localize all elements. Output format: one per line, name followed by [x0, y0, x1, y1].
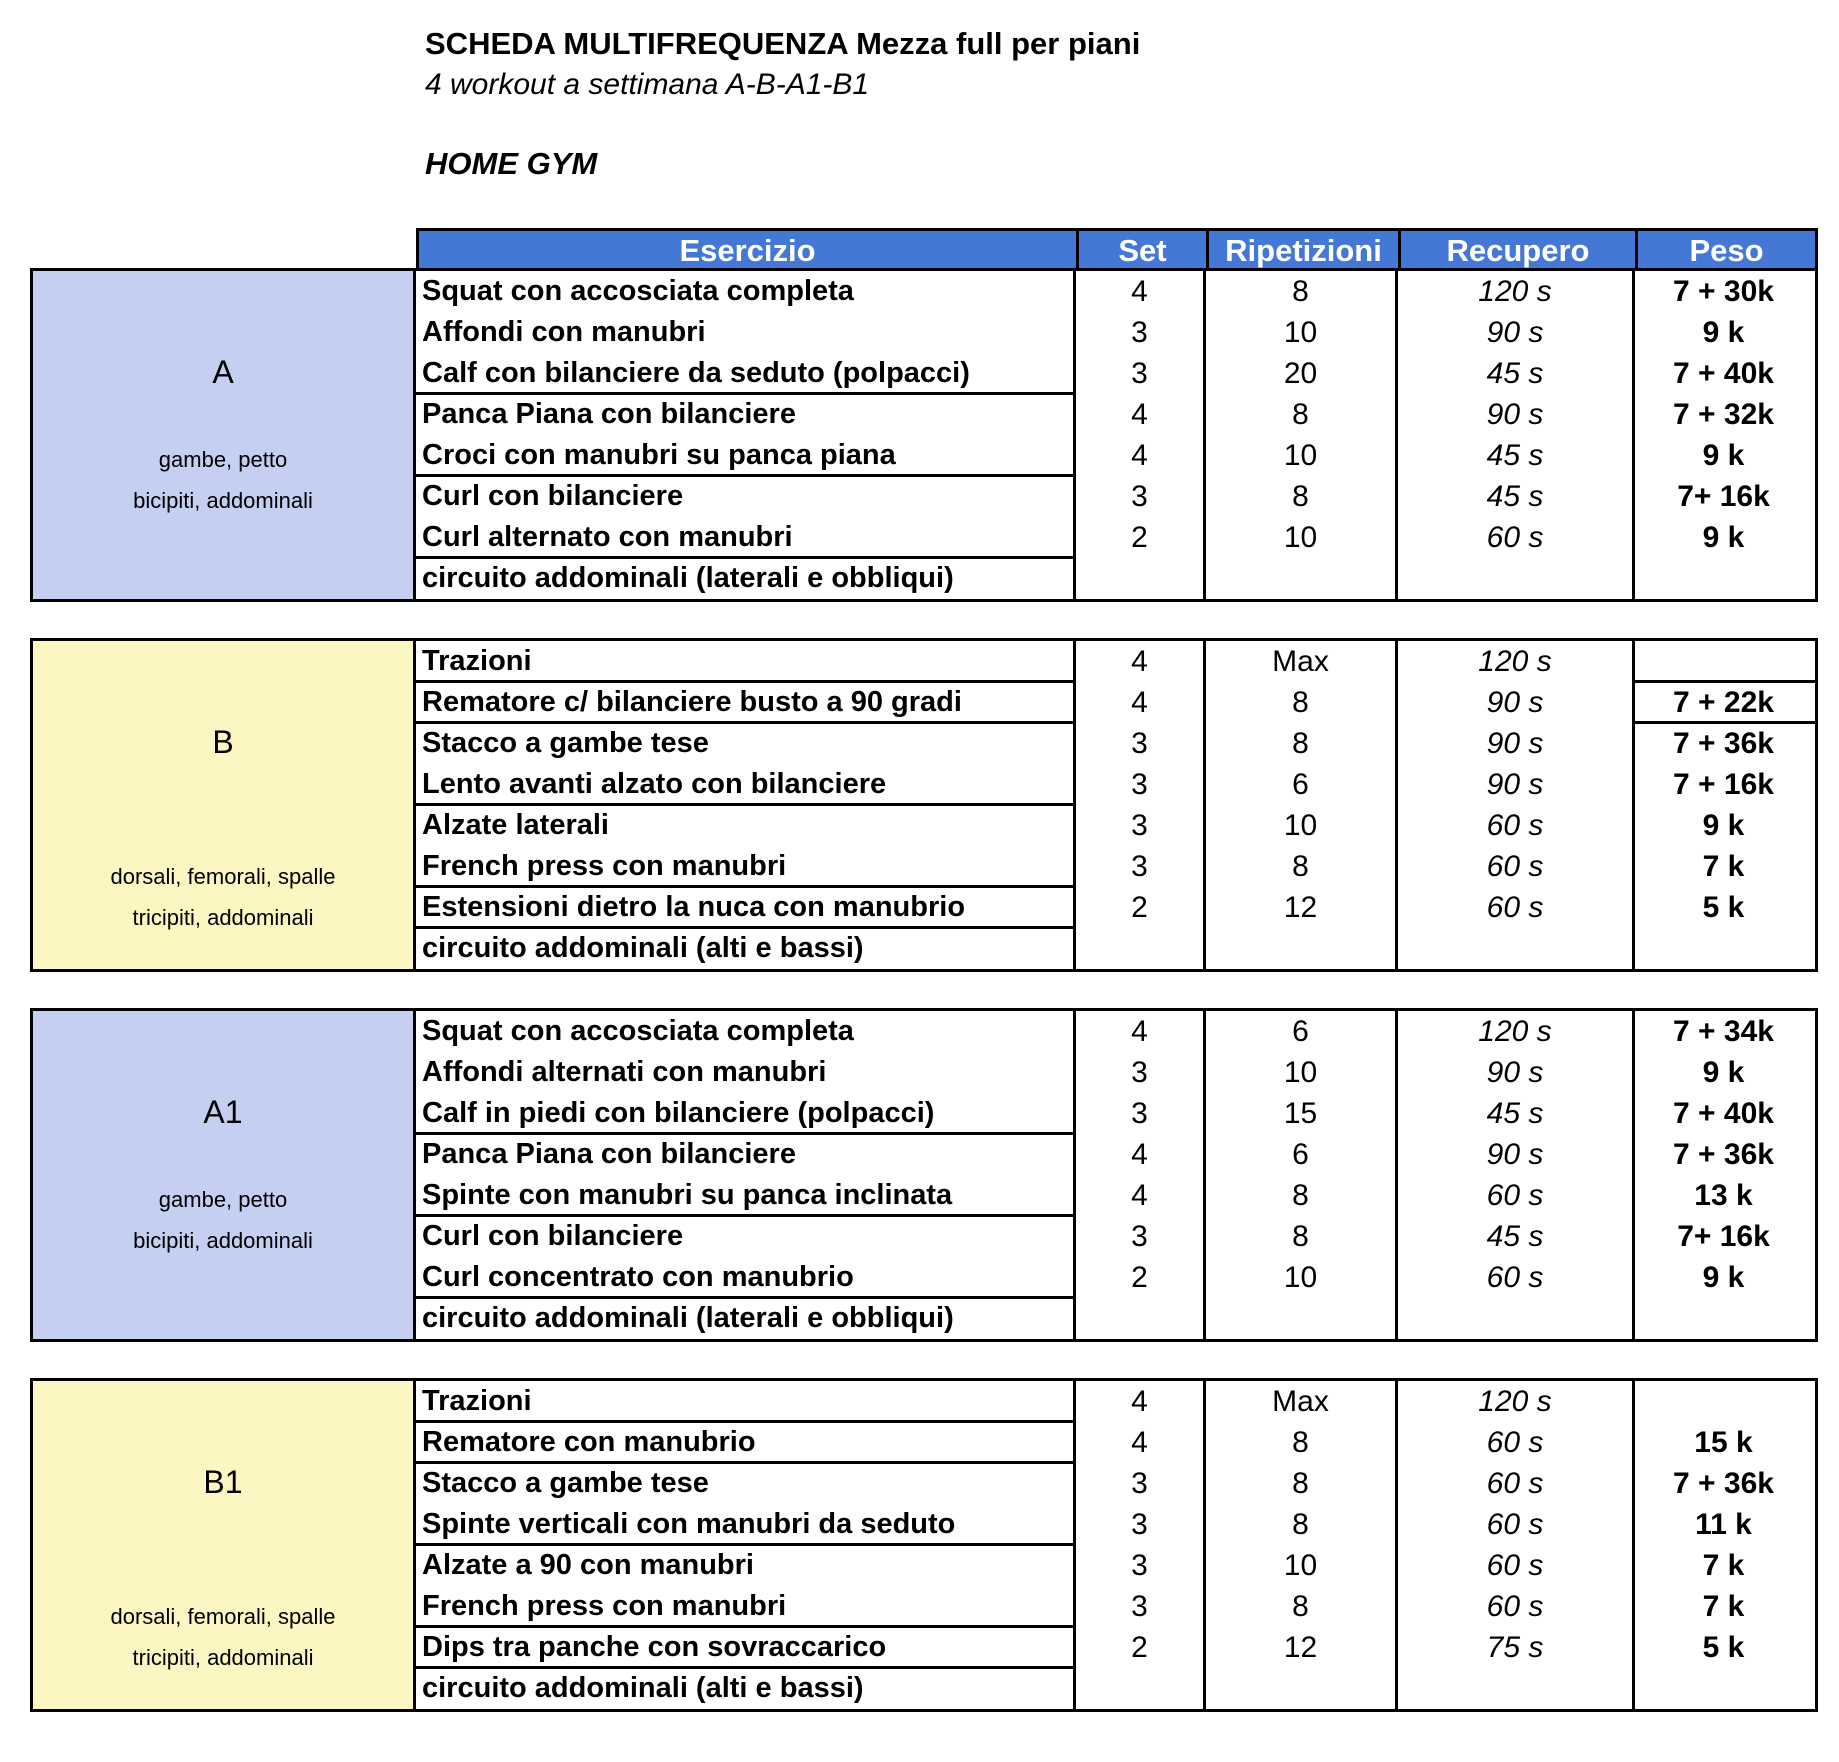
header-rest: Recupero — [1446, 233, 1590, 268]
rest-value: 120 s — [1478, 1015, 1552, 1048]
block-label-box — [30, 1008, 416, 1342]
sets-value: 4 — [1131, 1385, 1148, 1418]
table-row — [416, 846, 1815, 887]
exercise-name: Stacco a gambe tese — [422, 727, 709, 759]
sets-value: 3 — [1131, 316, 1148, 349]
table-row — [416, 1298, 1815, 1339]
exercise-name: Trazioni — [422, 645, 532, 677]
table-row — [416, 1586, 1815, 1627]
rest-value: 90 s — [1486, 398, 1544, 431]
sets-value: 3 — [1131, 1097, 1148, 1130]
exercise-name: Croci con manubri su panca piana — [422, 439, 896, 471]
table-row — [416, 353, 1815, 394]
table-row — [416, 558, 1815, 599]
block-muscles-line-2: bicipiti, addominali — [133, 488, 313, 513]
table-row — [416, 928, 1815, 969]
sets-value: 4 — [1131, 1015, 1148, 1048]
exercise-name: Curl con bilanciere — [422, 1220, 684, 1252]
reps-value — [1206, 928, 1395, 969]
sets-value: 3 — [1131, 1549, 1148, 1582]
reps-value: 8 — [1292, 686, 1309, 719]
weight-value: 13 k — [1694, 1179, 1753, 1212]
sets-value: 4 — [1131, 686, 1148, 719]
reps-value: 8 — [1292, 398, 1309, 431]
exercise-name: Spinte verticali con manubri da seduto — [422, 1508, 956, 1540]
rest-value: 90 s — [1486, 1138, 1544, 1171]
sets-value: 3 — [1131, 727, 1148, 760]
weight-value: 5 k — [1702, 891, 1745, 924]
rest-value — [1398, 928, 1632, 969]
exercise-name: Estensioni dietro la nuca con manubrio — [422, 891, 966, 923]
header-reps: Ripetizioni — [1225, 233, 1382, 268]
reps-value: 10 — [1283, 1056, 1318, 1089]
table-row — [416, 435, 1815, 476]
table-row — [416, 1504, 1815, 1545]
table-row — [416, 1422, 1815, 1463]
reps-value: 6 — [1292, 768, 1309, 801]
exercise-name: French press con manubri — [422, 850, 787, 882]
sets-value: 3 — [1131, 1590, 1148, 1623]
weight-value: 7 + 22k — [1673, 686, 1774, 719]
table-row — [416, 394, 1815, 435]
exercise-name: Curl alternato con manubri — [422, 521, 793, 553]
sets-value: 3 — [1131, 809, 1148, 842]
rest-value: 45 s — [1486, 357, 1544, 390]
block-label-box — [30, 268, 416, 602]
block-table — [416, 638, 1818, 972]
exercise-name: Squat con accosciata completa — [422, 1015, 854, 1047]
rest-value: 90 s — [1486, 1056, 1544, 1089]
reps-value: 20 — [1283, 357, 1318, 390]
exercise-name: circuito addominali (alti e bassi) — [422, 1672, 864, 1704]
rest-value: 60 s — [1486, 1549, 1544, 1582]
table-row — [416, 682, 1815, 723]
weight-value: 9 k — [1702, 1056, 1745, 1089]
reps-value: 8 — [1292, 1220, 1309, 1253]
block-label-box — [30, 1378, 416, 1712]
exercise-name: Curl concentrato con manubrio — [422, 1261, 854, 1293]
reps-value: 10 — [1283, 439, 1318, 472]
sets-value: 3 — [1131, 850, 1148, 883]
weight-value: 7 + 40k — [1673, 357, 1774, 390]
table-row — [416, 1011, 1815, 1052]
page-title: SCHEDA MULTIFREQUENZA Mezza full per piani — [425, 26, 1141, 61]
reps-value: 8 — [1292, 1590, 1309, 1623]
rest-value: 60 s — [1486, 850, 1544, 883]
weight-value: 9 k — [1702, 521, 1745, 554]
exercise-name: Lento avanti alzato con bilanciere — [422, 768, 887, 800]
block-label-box — [30, 638, 416, 972]
rest-value: 90 s — [1486, 316, 1544, 349]
rest-value: 120 s — [1478, 645, 1552, 678]
table-row — [416, 887, 1815, 928]
sets-value: 4 — [1131, 1138, 1148, 1171]
reps-value — [1206, 1298, 1395, 1339]
weight-value: 7 + 36k — [1673, 727, 1774, 760]
exercise-name: Dips tra panche con sovraccarico — [422, 1631, 887, 1663]
block-muscles-line-2: bicipiti, addominali — [133, 1228, 313, 1253]
block-muscles-line-1: gambe, petto — [158, 1187, 288, 1212]
table-row — [416, 1216, 1815, 1257]
exercise-name: circuito addominali (laterali e obbliqui) — [422, 1302, 954, 1334]
rest-value — [1398, 1668, 1632, 1709]
block-table — [416, 1378, 1818, 1712]
rest-value — [1398, 1298, 1632, 1339]
rest-value — [1398, 558, 1632, 599]
block-muscles-line-2: tricipiti, addominali — [132, 905, 314, 930]
sets-value: 4 — [1131, 1426, 1148, 1459]
exercise-name: Alzate a 90 con manubri — [422, 1549, 754, 1581]
weight-value: 11 k — [1695, 1508, 1752, 1541]
exercise-name: Trazioni — [422, 1385, 532, 1417]
rest-value: 75 s — [1486, 1631, 1544, 1664]
workout-block-b1 — [30, 1378, 1818, 1712]
table-row — [416, 723, 1815, 764]
exercise-name: Rematore c/ bilanciere busto a 90 gradi — [422, 686, 962, 718]
rest-value: 60 s — [1486, 1426, 1544, 1459]
rest-value: 60 s — [1486, 1467, 1544, 1500]
table-row — [416, 1463, 1815, 1504]
block-muscles-line-1: dorsali, femorali, spalle — [110, 1604, 336, 1629]
reps-value: 10 — [1283, 809, 1318, 842]
reps-value: 12 — [1283, 891, 1318, 924]
exercise-name: circuito addominali (alti e bassi) — [422, 932, 864, 964]
weight-value: 7 + 30k — [1673, 275, 1774, 308]
exercise-name: Panca Piana con bilanciere — [422, 398, 796, 430]
reps-value: 8 — [1292, 1467, 1309, 1500]
workout-block-b — [30, 638, 1818, 972]
table-row — [416, 1093, 1815, 1134]
exercise-name: Alzate laterali — [422, 809, 609, 841]
sets-value: 3 — [1131, 480, 1148, 513]
rest-value: 90 s — [1486, 686, 1544, 719]
exercise-name: circuito addominali (laterali e obbliqui) — [422, 562, 954, 594]
table-row — [416, 517, 1815, 558]
weight-value: 7+ 16k — [1677, 480, 1770, 513]
weight-value: 5 k — [1702, 1631, 1745, 1664]
block-table — [416, 268, 1818, 602]
weight-value — [1635, 641, 1812, 682]
sets-value: 2 — [1131, 1261, 1148, 1294]
sets-value: 4 — [1131, 1179, 1148, 1212]
rest-value: 90 s — [1486, 768, 1544, 801]
exercise-name: Stacco a gambe tese — [422, 1467, 709, 1499]
reps-value: 8 — [1292, 1426, 1309, 1459]
sets-value: 4 — [1131, 645, 1148, 678]
sets-value: 4 — [1131, 398, 1148, 431]
table-row — [416, 1627, 1815, 1668]
block-letter: A — [212, 354, 234, 390]
rest-value: 45 s — [1486, 1097, 1544, 1130]
table-row — [416, 1052, 1815, 1093]
weight-value: 7 k — [1702, 850, 1745, 883]
table-row — [416, 1175, 1815, 1216]
block-muscles-line-2: tricipiti, addominali — [132, 1645, 314, 1670]
rest-value: 120 s — [1478, 1385, 1552, 1418]
rest-value: 60 s — [1486, 891, 1544, 924]
reps-value: 15 — [1283, 1097, 1318, 1130]
sets-value: 3 — [1131, 768, 1148, 801]
sets-value: 2 — [1131, 521, 1148, 554]
sets-value: 4 — [1131, 439, 1148, 472]
sets-value: 3 — [1131, 1467, 1148, 1500]
rest-value: 45 s — [1486, 480, 1544, 513]
block-letter: B — [212, 724, 234, 760]
weight-value: 7 k — [1702, 1549, 1745, 1582]
table-row — [416, 312, 1815, 353]
sets-value — [1076, 558, 1203, 599]
rest-value: 45 s — [1486, 1220, 1544, 1253]
table-row — [416, 1257, 1815, 1298]
reps-value: 6 — [1292, 1138, 1309, 1171]
table-row — [416, 1668, 1815, 1709]
weight-value — [1635, 1381, 1812, 1422]
exercise-name: French press con manubri — [422, 1590, 787, 1622]
reps-value: 8 — [1292, 727, 1309, 760]
reps-value: Max — [1272, 645, 1329, 678]
header-exercise: Esercizio — [679, 233, 816, 268]
reps-value: 8 — [1292, 480, 1309, 513]
block-letter: B1 — [203, 1464, 243, 1500]
rest-value: 60 s — [1486, 1508, 1544, 1541]
weight-value — [1635, 1668, 1812, 1709]
weight-value: 7 + 16k — [1673, 768, 1774, 801]
weight-value: 9 k — [1702, 439, 1745, 472]
sets-value: 3 — [1131, 357, 1148, 390]
weight-value: 15 k — [1694, 1426, 1753, 1459]
exercise-name: Calf in piedi con bilanciere (polpacci) — [422, 1097, 935, 1129]
table-row — [416, 641, 1815, 682]
weight-value: 7 k — [1702, 1590, 1745, 1623]
sets-value: 2 — [1131, 1631, 1148, 1664]
sets-value — [1076, 1668, 1203, 1709]
weight-value — [1635, 1298, 1812, 1339]
sets-value — [1076, 1298, 1203, 1339]
exercise-name: Affondi con manubri — [422, 316, 706, 348]
workout-block-a — [30, 268, 1818, 602]
exercise-name: Rematore con manubrio — [422, 1426, 756, 1458]
exercise-name: Affondi alternati con manubri — [422, 1056, 827, 1088]
weight-value — [1635, 558, 1812, 599]
exercise-name: Squat con accosciata completa — [422, 275, 854, 307]
header-weight: Peso — [1689, 233, 1764, 268]
block-table — [416, 1008, 1818, 1342]
weight-value: 9 k — [1702, 809, 1745, 842]
reps-value: 6 — [1292, 1015, 1309, 1048]
rest-value: 60 s — [1486, 1590, 1544, 1623]
reps-value: 8 — [1292, 1179, 1309, 1212]
weight-value: 7 + 34k — [1673, 1015, 1774, 1048]
workout-block-a1 — [30, 1008, 1818, 1342]
sets-value: 3 — [1131, 1056, 1148, 1089]
sets-value: 3 — [1131, 1508, 1148, 1541]
table-row — [416, 764, 1815, 805]
weight-value: 7 + 40k — [1673, 1097, 1774, 1130]
table-row — [416, 805, 1815, 846]
header-sets: Set — [1118, 233, 1167, 268]
sets-value — [1076, 928, 1203, 969]
rest-value: 60 s — [1486, 521, 1544, 554]
sets-value: 2 — [1131, 891, 1148, 924]
block-muscles-line-1: gambe, petto — [158, 447, 288, 472]
reps-value: 10 — [1283, 316, 1318, 349]
table-row — [416, 271, 1815, 312]
page-subtitle: 4 workout a settimana A-B-A1-B1 — [425, 68, 870, 101]
block-muscles-line-1: dorsali, femorali, spalle — [110, 864, 336, 889]
reps-value: 10 — [1283, 1549, 1318, 1582]
reps-value: Max — [1272, 1385, 1329, 1418]
reps-value — [1206, 1668, 1395, 1709]
rest-value: 60 s — [1486, 1179, 1544, 1212]
table-row — [416, 1381, 1815, 1422]
weight-value — [1635, 928, 1812, 969]
reps-value: 8 — [1292, 850, 1309, 883]
exercise-name: Calf con bilanciere da seduto (polpacci) — [422, 357, 970, 389]
rest-value: 120 s — [1478, 275, 1552, 308]
reps-value: 8 — [1292, 1508, 1309, 1541]
rest-value: 45 s — [1486, 439, 1544, 472]
exercise-name: Spinte con manubri su panca inclinata — [422, 1179, 953, 1211]
reps-value: 8 — [1292, 275, 1309, 308]
reps-value: 12 — [1283, 1631, 1318, 1664]
rest-value: 60 s — [1486, 809, 1544, 842]
weight-value: 7 + 36k — [1673, 1138, 1774, 1171]
weight-value: 7+ 16k — [1677, 1220, 1770, 1253]
weight-value: 9 k — [1702, 1261, 1745, 1294]
reps-value: 10 — [1283, 1261, 1318, 1294]
sets-value: 3 — [1131, 1220, 1148, 1253]
weight-value: 9 k — [1702, 316, 1745, 349]
weight-value: 7 + 36k — [1673, 1467, 1774, 1500]
gym-label: HOME GYM — [425, 146, 598, 181]
exercise-name: Panca Piana con bilanciere — [422, 1138, 796, 1170]
reps-value — [1206, 558, 1395, 599]
table-row — [416, 476, 1815, 517]
sets-value: 4 — [1131, 275, 1148, 308]
exercise-name: Curl con bilanciere — [422, 480, 684, 512]
rest-value: 60 s — [1486, 1261, 1544, 1294]
rest-value: 90 s — [1486, 727, 1544, 760]
weight-value: 7 + 32k — [1673, 398, 1774, 431]
reps-value: 10 — [1283, 521, 1318, 554]
table-row — [416, 1545, 1815, 1586]
block-letter: A1 — [203, 1094, 243, 1130]
table-row — [416, 1134, 1815, 1175]
